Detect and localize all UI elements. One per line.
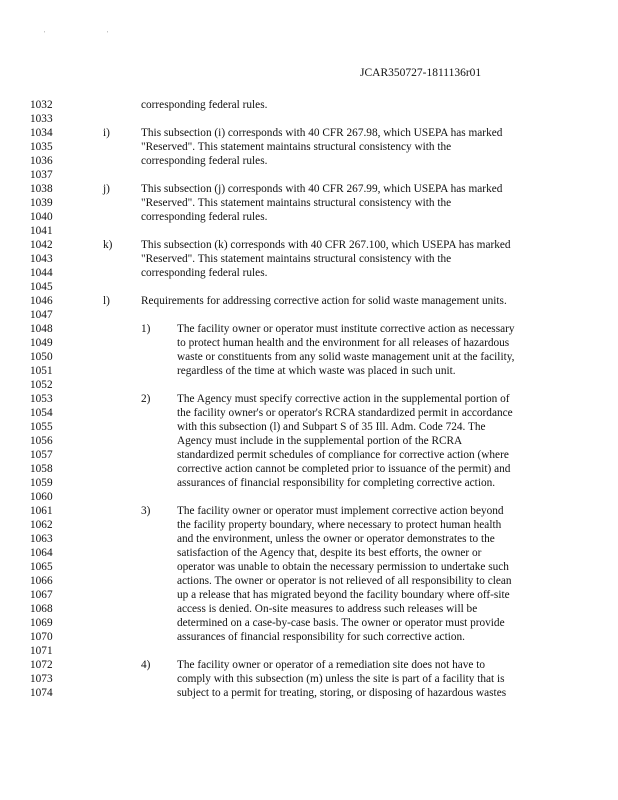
text-line (0, 476, 618, 490)
subsection-label: l) (103, 295, 110, 307)
text-line (0, 322, 618, 336)
line-text: This subsection (k) corresponds with 40 CFR 267.100, which USEPA has marked (141, 239, 511, 251)
line-number: 1066 (30, 575, 53, 587)
line-text: waste or constituents from any solid waste management unit at the facility, (177, 351, 515, 363)
text-line (0, 364, 618, 378)
line-number: 1049 (30, 337, 53, 349)
line-text: the facility property boundary, where necessary to protect human health (177, 519, 502, 531)
line-text: "Reserved". This statement maintains structural consistency with the (141, 141, 452, 153)
line-number: 1071 (30, 645, 53, 657)
line-number: 1035 (30, 141, 53, 153)
text-line (0, 420, 618, 434)
line-text: with this subsection (l) and Subpart S of 35 Ill. Adm. Code 724. The (177, 421, 486, 433)
line-number: 1037 (30, 169, 53, 181)
text-line (0, 154, 618, 168)
line-number: 1060 (30, 491, 53, 503)
text-line (0, 560, 618, 574)
subsection-label: 4) (141, 659, 151, 671)
line-text: corresponding federal rules. (141, 211, 268, 223)
line-text: corrective action cannot be completed prior to issuance of the permit) and (177, 463, 511, 475)
line-number: 1039 (30, 197, 53, 209)
line-number: 1038 (30, 183, 53, 195)
text-line (0, 350, 618, 364)
line-number: 1065 (30, 561, 53, 573)
line-number: 1044 (30, 267, 53, 279)
line-number: 1063 (30, 533, 53, 545)
line-number: 1047 (30, 309, 53, 321)
line-number: 1043 (30, 253, 53, 265)
line-number: 1032 (30, 99, 53, 111)
line-text: This subsection (j) corresponds with 40 CFR 267.99, which USEPA has marked (141, 183, 503, 195)
text-line (0, 224, 618, 238)
text-line (0, 280, 618, 294)
line-number: 1050 (30, 351, 53, 363)
text-line (0, 112, 618, 126)
line-number: 1042 (30, 239, 53, 251)
line-number: 1051 (30, 365, 53, 377)
line-text: regardless of the time at which waste was placed in such unit. (177, 365, 456, 377)
text-line (0, 238, 618, 252)
line-text: the facility owner's or operator's RCRA standardized permit in accordance (177, 407, 513, 419)
line-number: 1046 (30, 295, 53, 307)
line-text: "Reserved". This statement maintains structural consistency with the (141, 197, 452, 209)
line-number: 1058 (30, 463, 53, 475)
line-number: 1045 (30, 281, 53, 293)
line-number: 1057 (30, 449, 53, 461)
text-line (0, 518, 618, 532)
line-text: standardized permit schedules of compliance for corrective action (where (177, 449, 509, 461)
text-line (0, 168, 618, 182)
line-text: access is denied. On-site measures to address such releases will be (177, 603, 478, 615)
text-line (0, 672, 618, 686)
text-line (0, 616, 618, 630)
line-number: 1059 (30, 477, 53, 489)
line-number: 1056 (30, 435, 53, 447)
text-line (0, 490, 618, 504)
line-number: 1036 (30, 155, 53, 167)
line-text: The facility owner or operator must institute corrective action as necessary (177, 323, 515, 335)
text-line (0, 630, 618, 644)
line-number: 1061 (30, 505, 53, 517)
text-line (0, 252, 618, 266)
line-text: comply with this subsection (m) unless the site is part of a facility that is (177, 673, 505, 685)
line-text: The facility owner or operator must implement corrective action beyond (177, 505, 504, 517)
line-text: operator was unable to obtain the necessary permission to undertake such (177, 561, 509, 573)
text-line (0, 126, 618, 140)
line-number: 1073 (30, 673, 53, 685)
line-text: to protect human health and the environment for all releases of hazardous (177, 337, 510, 349)
text-line (0, 266, 618, 280)
line-text: corresponding federal rules. (141, 99, 268, 111)
document-id: JCAR350727-1811136r01 (360, 67, 482, 79)
subsection-label: i) (103, 127, 110, 139)
text-line (0, 504, 618, 518)
subsection-label: j) (103, 183, 110, 195)
text-line (0, 532, 618, 546)
text-line (0, 182, 618, 196)
line-number: 1074 (30, 687, 53, 699)
line-text: This subsection (i) corresponds with 40 CFR 267.98, which USEPA has marked (141, 127, 503, 139)
text-line (0, 546, 618, 560)
text-line (0, 196, 618, 210)
text-line (0, 336, 618, 350)
subsection-label: 1) (141, 323, 151, 335)
line-text: assurances of financial responsibility for such corrective action. (177, 631, 465, 643)
line-text: actions. The owner or operator is not relieved of all responsibility to clean (177, 575, 512, 587)
line-text: corresponding federal rules. (141, 155, 268, 167)
line-text: corresponding federal rules. (141, 267, 268, 279)
text-line (0, 448, 618, 462)
line-number: 1048 (30, 323, 53, 335)
line-number: 1064 (30, 547, 53, 559)
text-line (0, 462, 618, 476)
text-line (0, 602, 618, 616)
text-line (0, 378, 618, 392)
text-line (0, 588, 618, 602)
line-text: up a release that has migrated beyond the facility boundary where off-site (177, 589, 510, 601)
text-line (0, 392, 618, 406)
text-line (0, 434, 618, 448)
line-number: 1033 (30, 113, 53, 125)
text-line (0, 644, 618, 658)
line-number: 1072 (30, 659, 53, 671)
text-line (0, 308, 618, 322)
line-text: and the environment, unless the owner or operator demonstrates to the (177, 533, 495, 545)
line-number: 1068 (30, 603, 53, 615)
line-text: Requirements for addressing corrective action for solid waste management units. (141, 295, 507, 307)
line-number: 1067 (30, 589, 53, 601)
text-line (0, 140, 618, 154)
line-number: 1054 (30, 407, 53, 419)
subsection-label: k) (103, 239, 113, 251)
text-line (0, 294, 618, 308)
line-text: determined on a case-by-case basis. The owner or operator must provide (177, 617, 505, 629)
line-text: Agency must include in the supplemental portion of the RCRA (177, 435, 463, 447)
line-number: 1041 (30, 225, 53, 237)
subsection-label: 2) (141, 393, 151, 405)
line-number: 1052 (30, 379, 53, 391)
line-text: assurances of financial responsibility for completing corrective action. (177, 477, 496, 489)
text-line (0, 406, 618, 420)
line-text: satisfaction of the Agency that, despite its best efforts, the owner or (177, 547, 482, 559)
line-number: 1053 (30, 393, 53, 405)
line-text: subject to a permit for treating, storing, or disposing of hazardous wastes (177, 687, 507, 699)
line-number: 1062 (30, 519, 53, 531)
text-line (0, 210, 618, 224)
text-line (0, 658, 618, 672)
line-text: The Agency must specify corrective action in the supplemental portion of (177, 393, 510, 405)
line-text: The facility owner or operator of a remediation site does not have to (177, 659, 486, 671)
text-line (0, 98, 618, 112)
scan-specks: ' ' (44, 30, 139, 38)
line-number: 1069 (30, 617, 53, 629)
text-line (0, 686, 618, 700)
text-line (0, 574, 618, 588)
line-text: "Reserved". This statement maintains structural consistency with the (141, 253, 452, 265)
line-number: 1055 (30, 421, 53, 433)
line-number: 1040 (30, 211, 53, 223)
line-number: 1070 (30, 631, 53, 643)
subsection-label: 3) (141, 505, 151, 517)
line-number: 1034 (30, 127, 53, 139)
